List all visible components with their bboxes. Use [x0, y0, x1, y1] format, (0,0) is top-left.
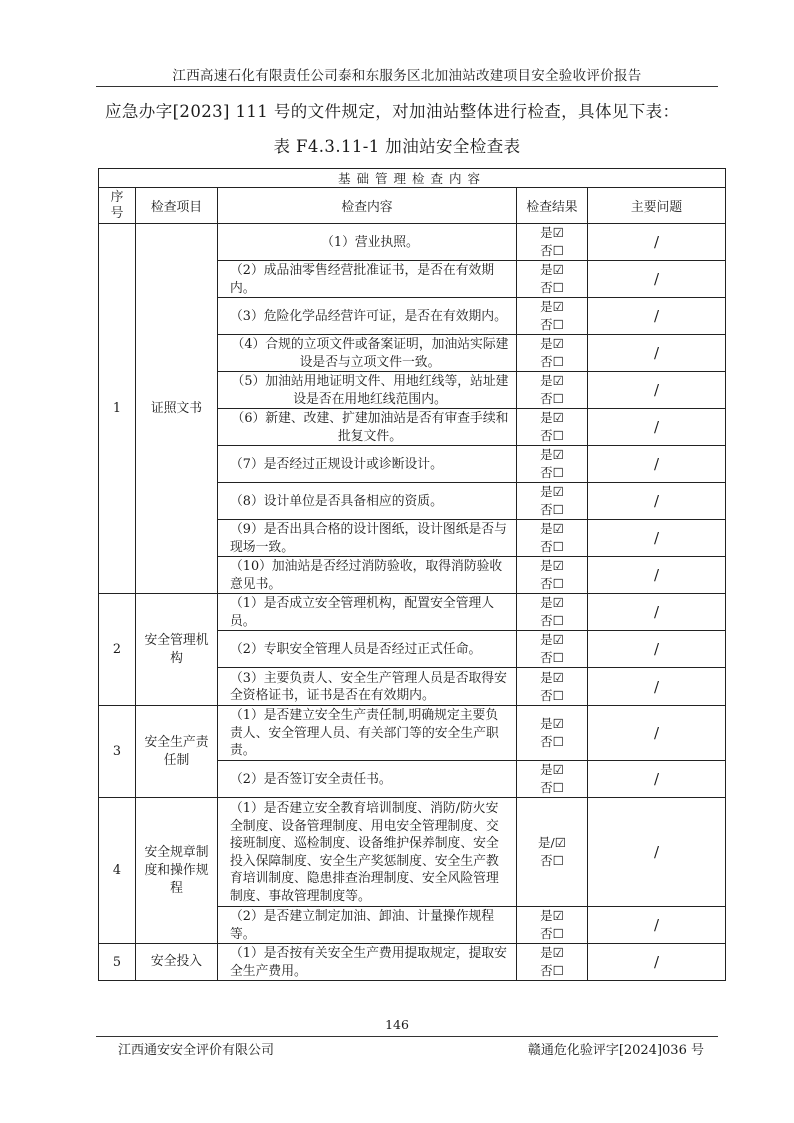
check-item-cell: （2）是否建立制定加油、卸油、计量操作规程等。 [218, 907, 517, 944]
table-row [99, 944, 726, 981]
result-yes-checkbox: 是☑ [540, 262, 564, 277]
check-item-cell: （2）专职安全管理人员是否经过正式任命。 [218, 631, 517, 668]
main-issue-cell: / [588, 798, 726, 907]
result-no-checkbox: 否☐ [540, 926, 564, 941]
result-no-checkbox: 否☐ [540, 465, 564, 480]
check-item-cell: （4）合规的立项文件或备案证明，加油站实际建设是否与立项文件一致。 [218, 335, 517, 372]
main-issue-cell: / [588, 706, 726, 761]
column-header-result: 检查结果 [517, 188, 588, 224]
header-divider [96, 86, 718, 87]
column-header-content: 检查内容 [218, 188, 517, 224]
result-no-checkbox: 否☐ [540, 963, 564, 978]
result-no-checkbox: 否☐ [540, 428, 564, 443]
column-header-issue: 主要问题 [588, 188, 726, 224]
check-result-cell [517, 761, 588, 798]
footer-report-code: 赣通危化验评字[2024]036 号 [527, 1043, 704, 1058]
group-category-cell: 安全管理机构 [136, 594, 218, 706]
check-result-cell [517, 557, 588, 594]
group-number-cell: 3 [99, 706, 136, 798]
check-result-cell [517, 298, 588, 335]
table-body [99, 224, 726, 981]
result-yes-checkbox: 是☑ [540, 669, 564, 685]
group-category-cell: 安全投入 [136, 944, 218, 981]
check-item-cell: （1）是否成立安全管理机构，配置安全管理人员。 [218, 594, 517, 631]
group-category-cell: 安全生产责任制 [136, 706, 218, 798]
main-issue-cell: / [588, 409, 726, 446]
safety-check-table [98, 168, 726, 981]
check-result-cell [517, 446, 588, 483]
table-row [99, 798, 726, 907]
footer-company: 江西通安安全评价有限公司 [118, 1043, 275, 1058]
check-item-cell: （1）是否建立安全教育培训制度、消防/防火安全制度、设备管理制度、用电安全管理制度、交接班制度、巡检制度、设备维护保养制度、安全投入保障制度、安全生产奖惩制度、安全生产教育培训制度、隐患排查治理制度、安全风险管理制度、事故管理制度等。 [218, 798, 517, 907]
table-title: 表 F4.3.11-1 加油站安全检查表 [273, 137, 521, 156]
group-category-cell: 证照文书 [136, 224, 218, 594]
main-issue-cell: / [588, 761, 726, 798]
main-issue-cell: / [588, 483, 726, 520]
main-issue-cell: / [588, 631, 726, 668]
main-issue-cell: / [588, 224, 726, 261]
table-row [99, 706, 726, 761]
footer-divider [96, 1036, 718, 1037]
check-item-cell: （1）是否按有关安全生产费用提取规定，提取安全生产费用。 [218, 944, 517, 981]
check-result-cell [517, 483, 588, 520]
result-no-checkbox: 否☐ [540, 539, 564, 554]
check-result-cell [517, 409, 588, 446]
group-category-cell: 安全规章制度和操作规程 [136, 798, 218, 944]
column-header-seq: 序号 [99, 188, 136, 224]
check-result-cell [517, 907, 588, 944]
check-result-cell [517, 594, 588, 631]
check-result-cell [517, 668, 588, 706]
check-item-cell: （10）加油站是否经过消防验收，取得消防验收意见书。 [218, 557, 517, 594]
result-no-checkbox: 否☐ [540, 687, 564, 703]
result-no-checkbox: 否☐ [540, 613, 564, 628]
result-yes-checkbox: 是☑ [540, 336, 564, 351]
main-issue-cell: / [588, 520, 726, 557]
result-no-checkbox: 否☐ [540, 243, 564, 258]
check-item-cell: （2）是否签订安全责任书。 [218, 761, 517, 798]
result-no-checkbox: 否☐ [540, 576, 564, 591]
check-item-cell: （7）是否经过正规设计或诊断设计。 [218, 446, 517, 483]
check-result-cell [517, 944, 588, 981]
check-item-cell: （5）加油站用地证明文件、用地红线等，站址建设是否在用地红线范围内。 [218, 372, 517, 409]
result-yes-checkbox: 是☑ [540, 373, 564, 388]
check-result-cell [517, 261, 588, 298]
result-yes-checkbox: 是☑ [540, 410, 564, 425]
page-header-title: 江西高速石化有限责任公司泰和东服务区北加油站改建项目安全验收评价报告 [172, 68, 642, 84]
main-issue-cell: / [588, 944, 726, 981]
check-result-cell [517, 224, 588, 261]
table-banner: 基础管理检查内容 [99, 169, 726, 188]
main-issue-cell: / [588, 372, 726, 409]
result-no-checkbox: 否☐ [540, 780, 564, 795]
check-result-cell [517, 372, 588, 409]
group-number-cell: 4 [99, 798, 136, 944]
main-issue-cell: / [588, 557, 726, 594]
result-yes-checkbox: 是☑ [540, 484, 564, 499]
result-no-checkbox: 否☐ [540, 650, 564, 665]
intro-paragraph: 应急办字[2023] 111 号的文件规定，对加油站整体进行检查，具体见下表： [105, 102, 680, 121]
check-item-cell: （3）主要负责人、安全生产管理人员是否取得安全资格证书，证书是否在有效期内。 [218, 668, 517, 706]
check-item-cell: （3）危险化学品经营许可证，是否在有效期内。 [218, 298, 517, 335]
check-item-cell: （2）成品油零售经营批准证书，是否在有效期内。 [218, 261, 517, 298]
result-yes-checkbox: 是☑ [540, 447, 564, 462]
result-yes-checkbox: 是☑ [540, 945, 564, 960]
result-no-checkbox: 否☐ [540, 734, 564, 749]
result-yes-checkbox: 是☑ [540, 716, 564, 731]
page-number: 146 [385, 1017, 409, 1032]
check-item-cell: （1）营业执照。 [218, 224, 517, 261]
check-result-cell [517, 798, 588, 907]
result-no-checkbox: 否☐ [540, 317, 564, 332]
column-header-category: 检查项目 [136, 188, 218, 224]
main-issue-cell: / [588, 261, 726, 298]
result-yes-checkbox: 是☑ [540, 762, 564, 777]
result-yes-checkbox: 是☑ [540, 299, 564, 314]
result-yes-checkbox: 是☑ [540, 521, 564, 536]
main-issue-cell: / [588, 335, 726, 372]
check-result-cell [517, 520, 588, 557]
result-no-checkbox: 否☐ [540, 502, 564, 517]
table-header-row [99, 188, 726, 224]
result-yes-checkbox: 是/☑ [538, 835, 566, 850]
group-number-cell: 2 [99, 594, 136, 706]
main-issue-cell: / [588, 446, 726, 483]
result-yes-checkbox: 是☑ [540, 595, 564, 610]
table-row [99, 594, 726, 631]
result-no-checkbox: 否☐ [540, 354, 564, 369]
result-no-checkbox: 否☐ [540, 853, 564, 868]
main-issue-cell: / [588, 298, 726, 335]
check-item-cell: （6）新建、改建、扩建加油站是否有审查手续和批复文件。 [218, 409, 517, 446]
result-yes-checkbox: 是☑ [540, 225, 564, 240]
check-item-cell: （9）是否出具合格的设计图纸，设计图纸是否与现场一致。 [218, 520, 517, 557]
result-yes-checkbox: 是☑ [540, 908, 564, 923]
check-item-cell: （1）是否建立安全生产责任制,明确规定主要负责人、安全管理人员、有关部门等的安全生产职责。 [218, 706, 517, 761]
result-no-checkbox: 否☐ [540, 391, 564, 406]
check-result-cell [517, 335, 588, 372]
group-number-cell: 5 [99, 944, 136, 981]
result-yes-checkbox: 是☑ [540, 558, 564, 573]
table-row [99, 224, 726, 261]
main-issue-cell: / [588, 907, 726, 944]
group-number-cell: 1 [99, 224, 136, 594]
result-no-checkbox: 否☐ [540, 280, 564, 295]
check-result-cell [517, 706, 588, 761]
result-yes-checkbox: 是☑ [540, 632, 564, 647]
check-result-cell [517, 631, 588, 668]
check-item-cell: （8）设计单位是否具备相应的资质。 [218, 483, 517, 520]
main-issue-cell: / [588, 594, 726, 631]
main-issue-cell: / [588, 668, 726, 706]
